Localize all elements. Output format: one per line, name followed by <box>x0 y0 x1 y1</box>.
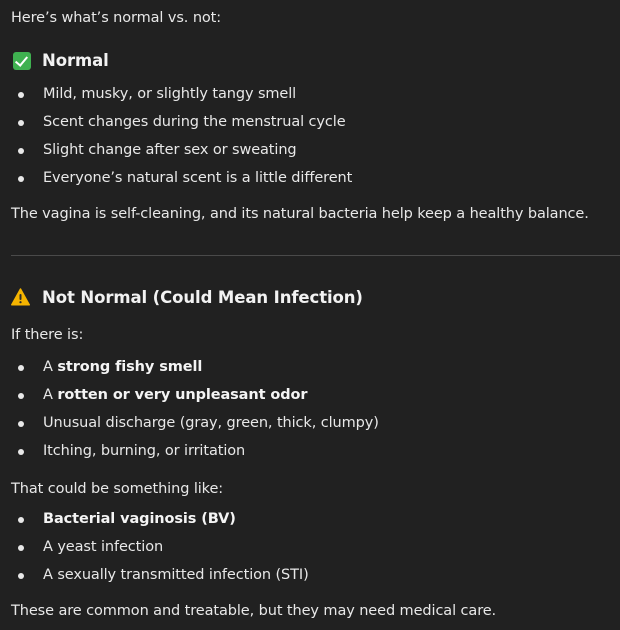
closing-text: These are common and treatable, but they may need medical care. <box>11 603 497 619</box>
intro-text: Here’s what’s normal vs. not: <box>11 10 222 26</box>
conditions-lead-text: That could be something like: <box>11 481 224 497</box>
check-mark-button-icon <box>13 52 31 70</box>
list-item: A sexually transmitted infection (STI) <box>11 565 309 593</box>
if-there-is-text: If there is: <box>11 327 84 343</box>
normal-heading-label: Normal <box>42 51 109 70</box>
not-normal-heading <box>11 288 363 307</box>
list-item: Slight change after sex or sweating <box>11 140 352 168</box>
list-item: Unusual discharge (gray, green, thick, clumpy) <box>11 413 379 441</box>
list-item: Scent changes during the menstrual cycle <box>11 112 352 140</box>
list-item: Itching, burning, or irritation <box>11 441 379 469</box>
self-cleaning-note: The vagina is self-cleaning, and its natural bacteria help keep a healthy balance. <box>11 206 589 222</box>
list-item: Bacterial vaginosis (BV) <box>11 509 309 537</box>
list-item: A rotten or very unpleasant odor <box>11 385 379 413</box>
list-item: A strong fishy smell <box>11 357 379 385</box>
list-item: Everyone’s natural scent is a little different <box>11 168 352 196</box>
normal-heading <box>11 51 109 70</box>
conditions-list <box>11 509 309 593</box>
list-item: Mild, musky, or slightly tangy smell <box>11 84 352 112</box>
list-item: A yeast infection <box>11 537 309 565</box>
warning-icon <box>11 288 30 307</box>
symptom-list <box>11 357 379 469</box>
section-divider <box>11 255 620 256</box>
normal-list <box>11 84 352 196</box>
not-normal-heading-label: Not Normal (Could Mean Infection) <box>42 288 363 307</box>
